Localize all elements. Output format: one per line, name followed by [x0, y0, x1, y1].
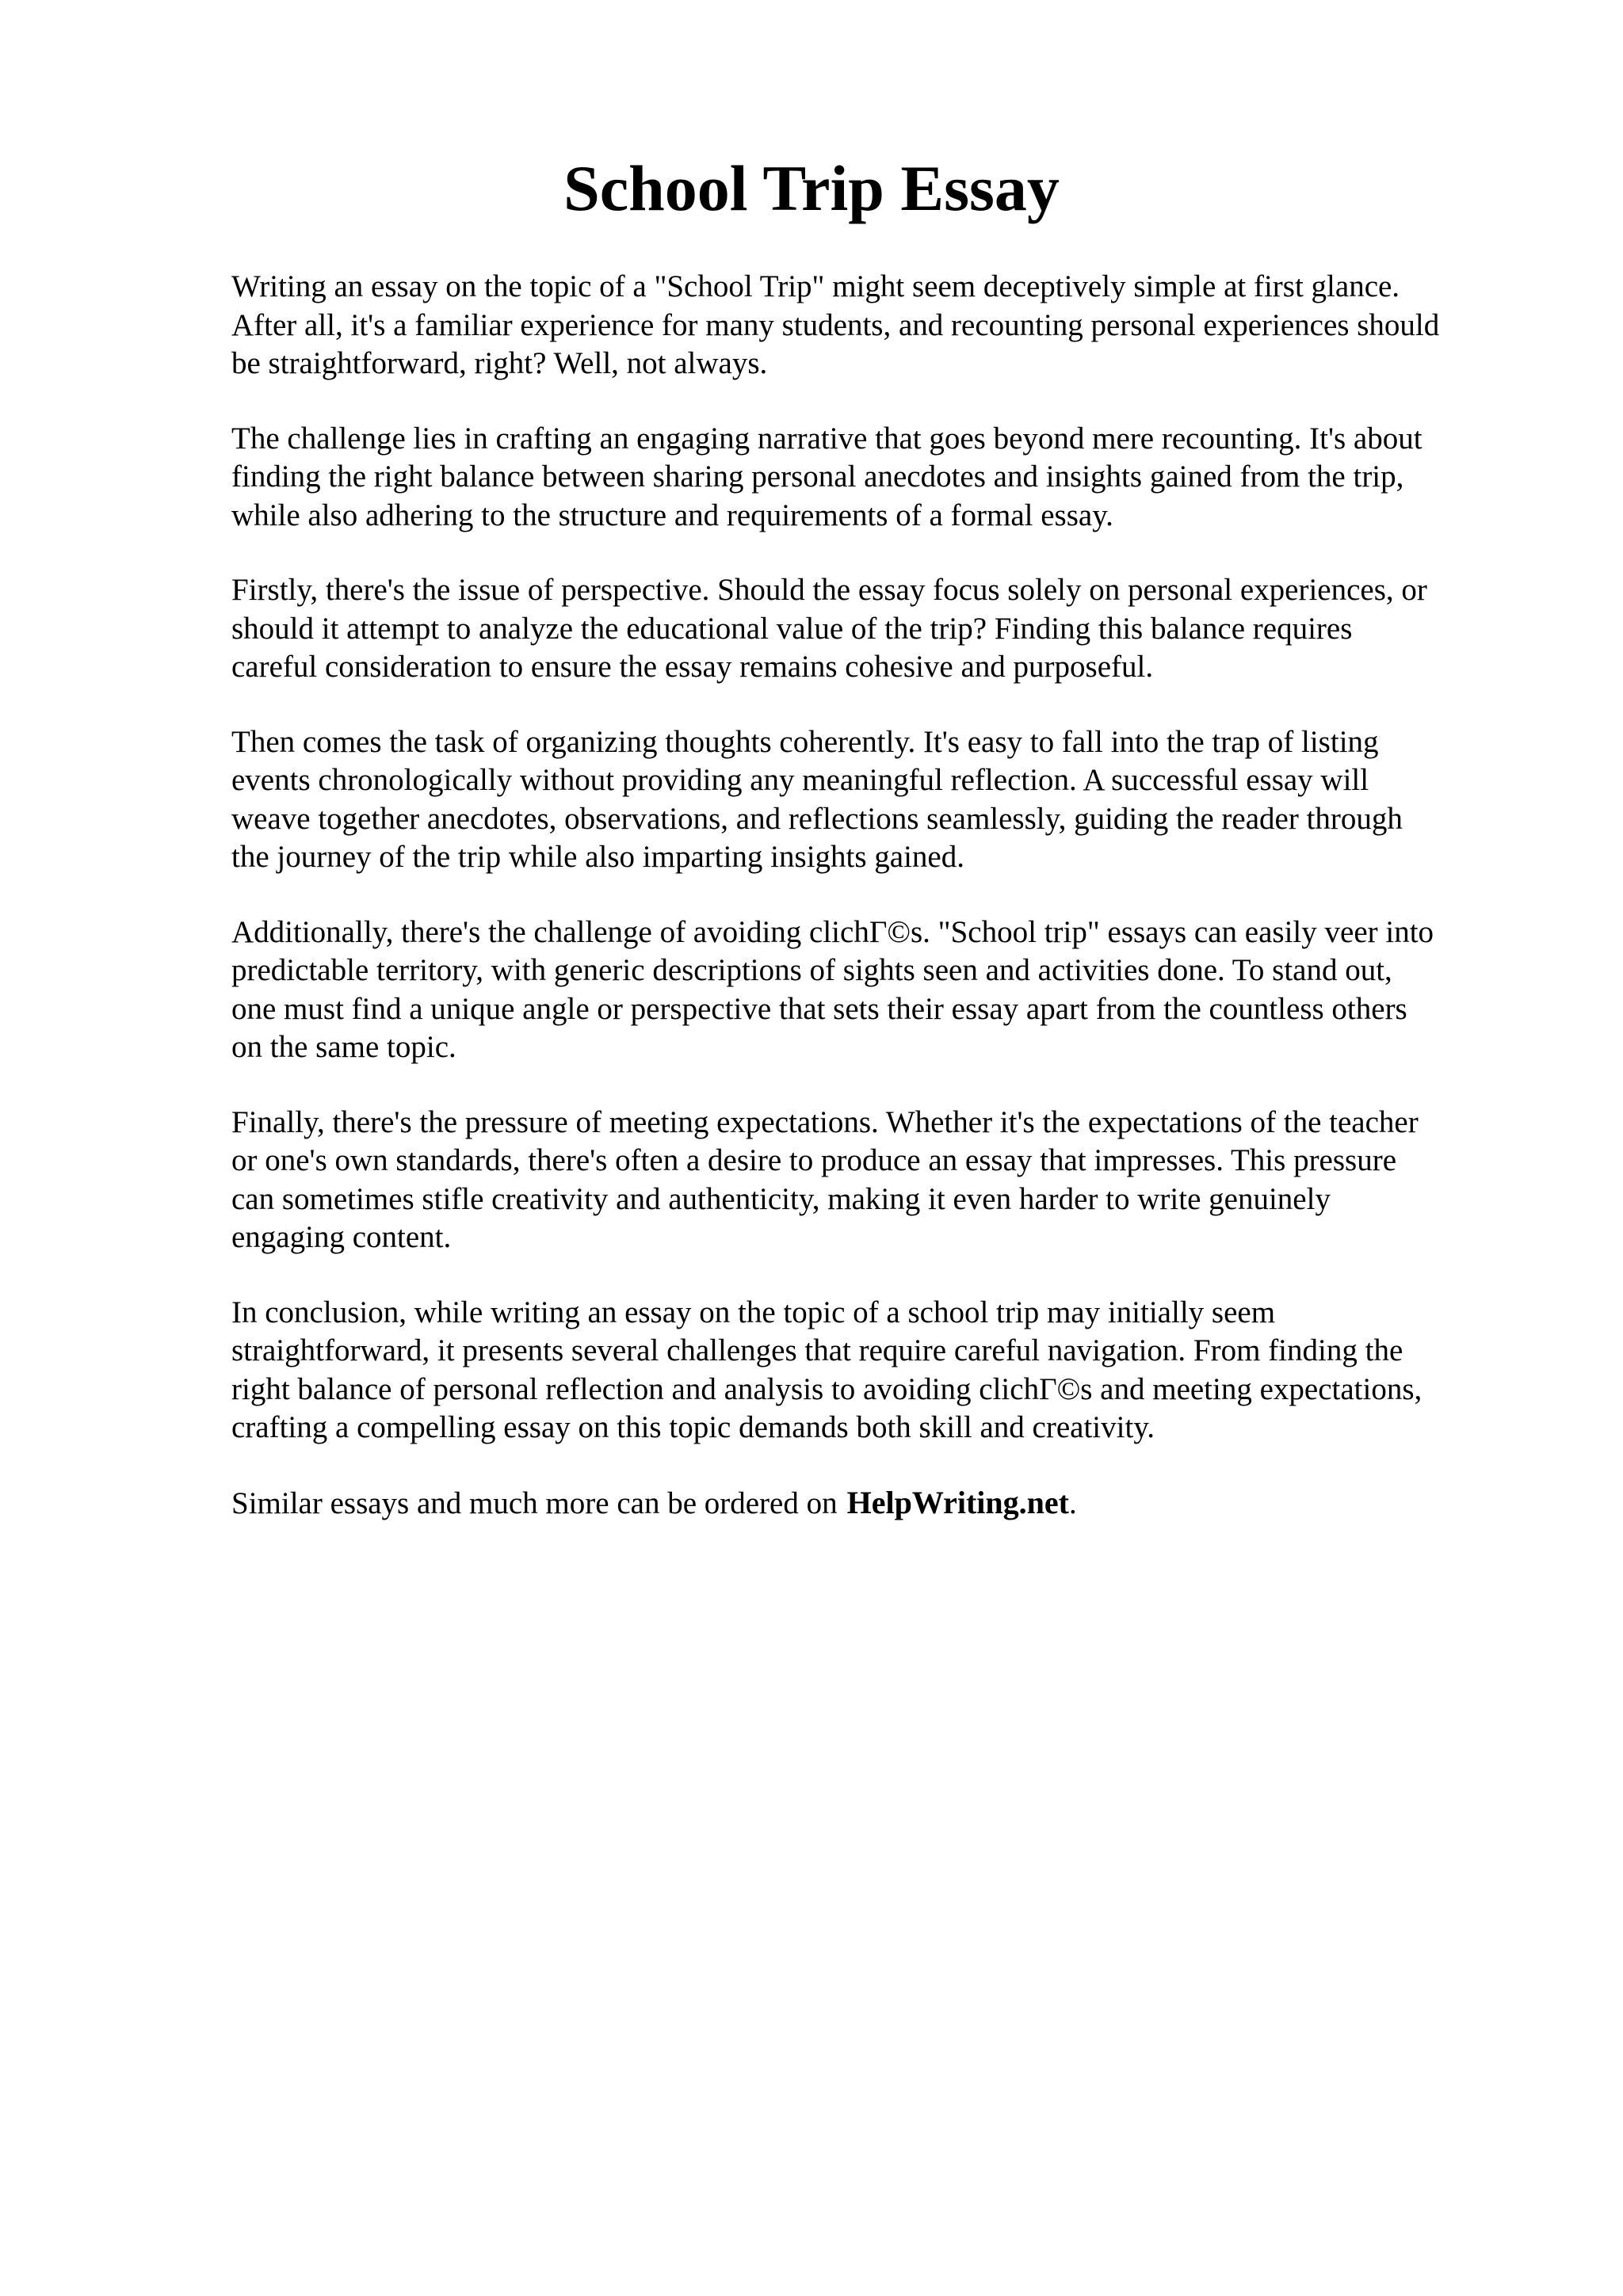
- paragraph-6: Finally, there's the pressure of meeting expectations. Whether it's the expectations of the teacher or one's own standards, there's often a desire to produce an essay that impresses. This pressure can sometimes stifle creativity and authenticity, making it even harder to write genuinely engaging content.: [231, 1104, 1419, 1254]
- paragraph-5: Additionally, there's the challenge of avoiding clichΓ©s. "School trip" essays can easily veer into predictable territory, with generic descriptions of sights seen and activities done. To stand out, one must find a unique angle or perspective that sets their essay apart from the countless others on the same topic.: [231, 914, 1434, 1064]
- footer-text: Similar essays and much more can be ordered on: [231, 1486, 838, 1520]
- paragraph-2: The challenge lies in crafting an engaging narrative that goes beyond mere recounting. It's about finding the right balance between sharing personal anecdotes and insights gained from the trip, while also adhering to the structure and requirements of a formal essay.: [231, 421, 1423, 532]
- brand-link[interactable]: HelpWriting.net: [846, 1484, 1069, 1520]
- footer-period: .: [1068, 1486, 1077, 1520]
- paragraph-4: Then comes the task of organizing thoughts coherently. It's easy to fall into the trap of listing events chronologically without providing any meaningful reflection. A successful essay will weave together anecdotes, observations, and reflections seamlessly, guiding the reader through the journey of the trip while also imparting insights gained.: [231, 724, 1403, 874]
- footer-line: [231, 1484, 1531, 1524]
- essay-body: [231, 268, 1531, 1523]
- paragraph-7: In conclusion, while writing an essay on the topic of a school trip may initially seem straightforward, it presents several challenges that require careful navigation. From finding the right balance of personal reflection and analysis to avoiding clichΓ©s and meeting expectations, crafting a compelling essay on this topic demands both skill and creativity.: [231, 1295, 1423, 1444]
- paragraph-3: Firstly, there's the issue of perspective. Should the essay focus solely on personal experiences, or should it attempt to analyze the educational value of the trip? Finding this balance requires careful consideration to ensure the essay remains cohesive and purposeful.: [231, 573, 1427, 684]
- paragraph-1: Writing an essay on the topic of a "School Trip" might seem deceptively simple at first glance. After all, it's a familiar experience for many students, and recounting personal experiences should be straightforward, right? Well, not always.: [231, 269, 1440, 380]
- page-title: School Trip Essay: [563, 152, 1060, 224]
